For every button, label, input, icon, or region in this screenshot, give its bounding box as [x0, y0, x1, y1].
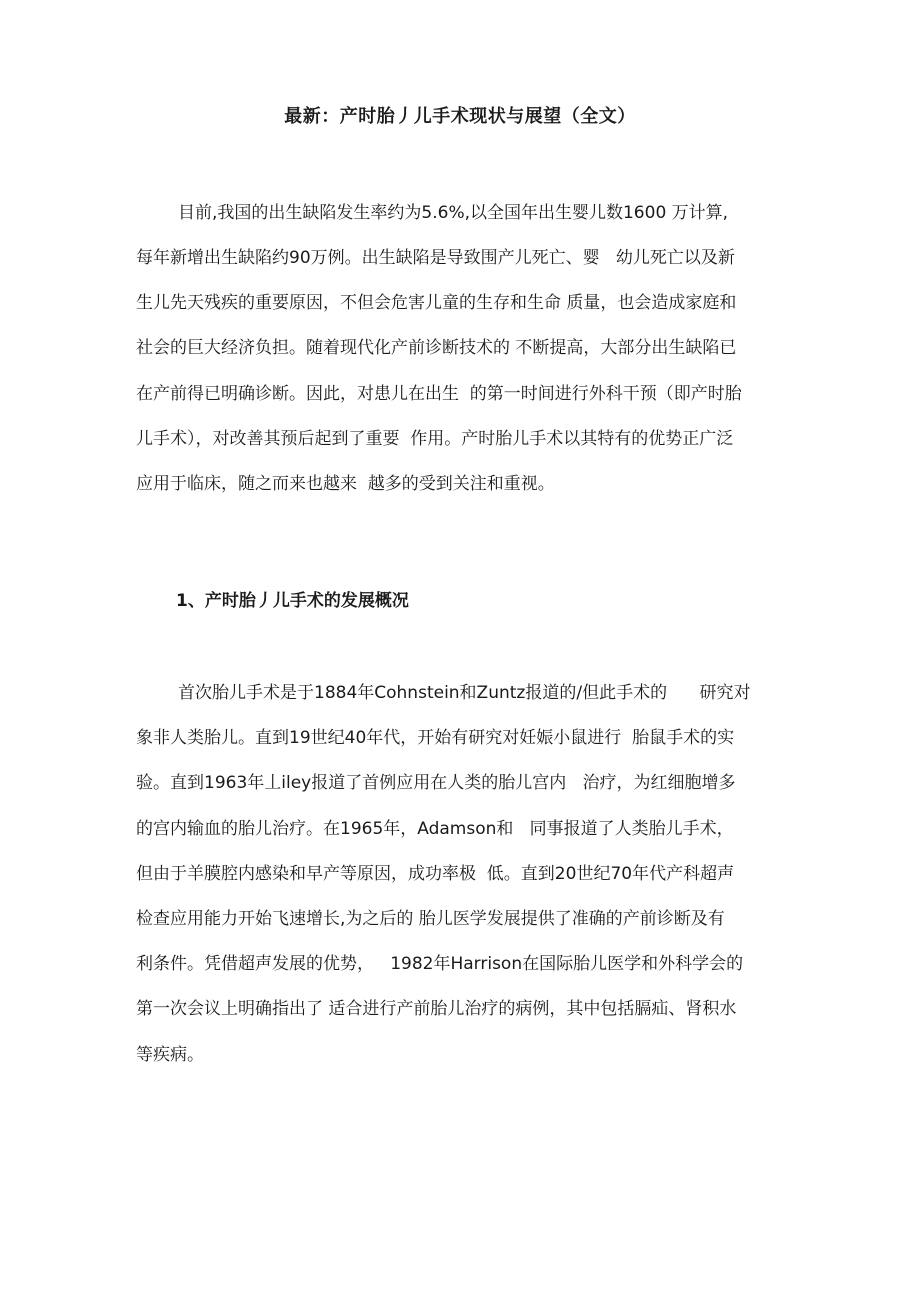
- paragraph-line: 但由于羊膜腔内感染和早产等原因，成功率极 低。直到20世纪70年代产科超声: [136, 864, 735, 884]
- paragraph-line: 首次胎儿手术是于1884年Cohnstein和Zuntz报道的/但此手术的 研究对: [178, 683, 751, 703]
- paragraph-line: 等疾病。: [136, 1045, 204, 1065]
- paragraph-line: 生儿先天残疾的重要原因，不但会危害儿童的生存和生命 质量，也会造成家庭和: [136, 293, 737, 313]
- paragraph-line: 每年新增出生缺陷约90万例。出生缺陷是导致围产儿死亡、婴 幼儿死亡以及新: [136, 248, 735, 268]
- paragraph-line: 目前,我国的出生缺陷发生率约为5.6%,以全国年出生婴儿数1600 万计算,: [178, 203, 729, 223]
- paragraph-line: 在产前得已明确诊断。因此，对患儿在出生 的第一时间进行外科干预（即产时胎: [136, 384, 742, 404]
- document-title: 最新：产时胎丿儿手术现状与展望（全文）: [284, 106, 636, 127]
- paragraph-line: 的宫内输血的胎儿治疗。在1965年，Adamson和 同事报道了人类胎儿手术，: [136, 819, 734, 839]
- paragraph-line: 验。直到1963年丄iley报道了首例应用在人类的胎儿宫内 治疗，为红细胞增多: [136, 773, 736, 793]
- section-heading: 1、产时胎丿儿手术的发展概况: [176, 591, 409, 611]
- paragraph-line: 社会的巨大经济负担。随着现代化产前诊断技术的 不断提高，大部分出生缺陷已: [136, 338, 737, 358]
- paragraph-line: 应用于临床，随之而来也越来 越多的受到关注和重视。: [136, 474, 555, 494]
- paragraph-line: 第一次会议上明确指出了 适合进行产前胎儿治疗的病例，其中包括膈疝、肾积水: [136, 999, 737, 1019]
- paragraph-line: 儿手术），对改善其预后起到了重要 作用。产时胎儿手术以其特有的优势正广泛: [136, 429, 734, 449]
- paragraph-line: 象非人类胎儿。直到19世纪40年代，开始有研究对妊娠小鼠进行 胎鼠手术的实: [136, 728, 735, 748]
- paragraph-line: 检查应用能力开始飞速增长,为之后的 胎儿医学发展提供了准确的产前诊断及有: [136, 909, 725, 929]
- paragraph-line: 利条件。凭借超声发展的优势， 1982年Harrison在国际胎儿医学和外科学会的: [136, 954, 744, 974]
